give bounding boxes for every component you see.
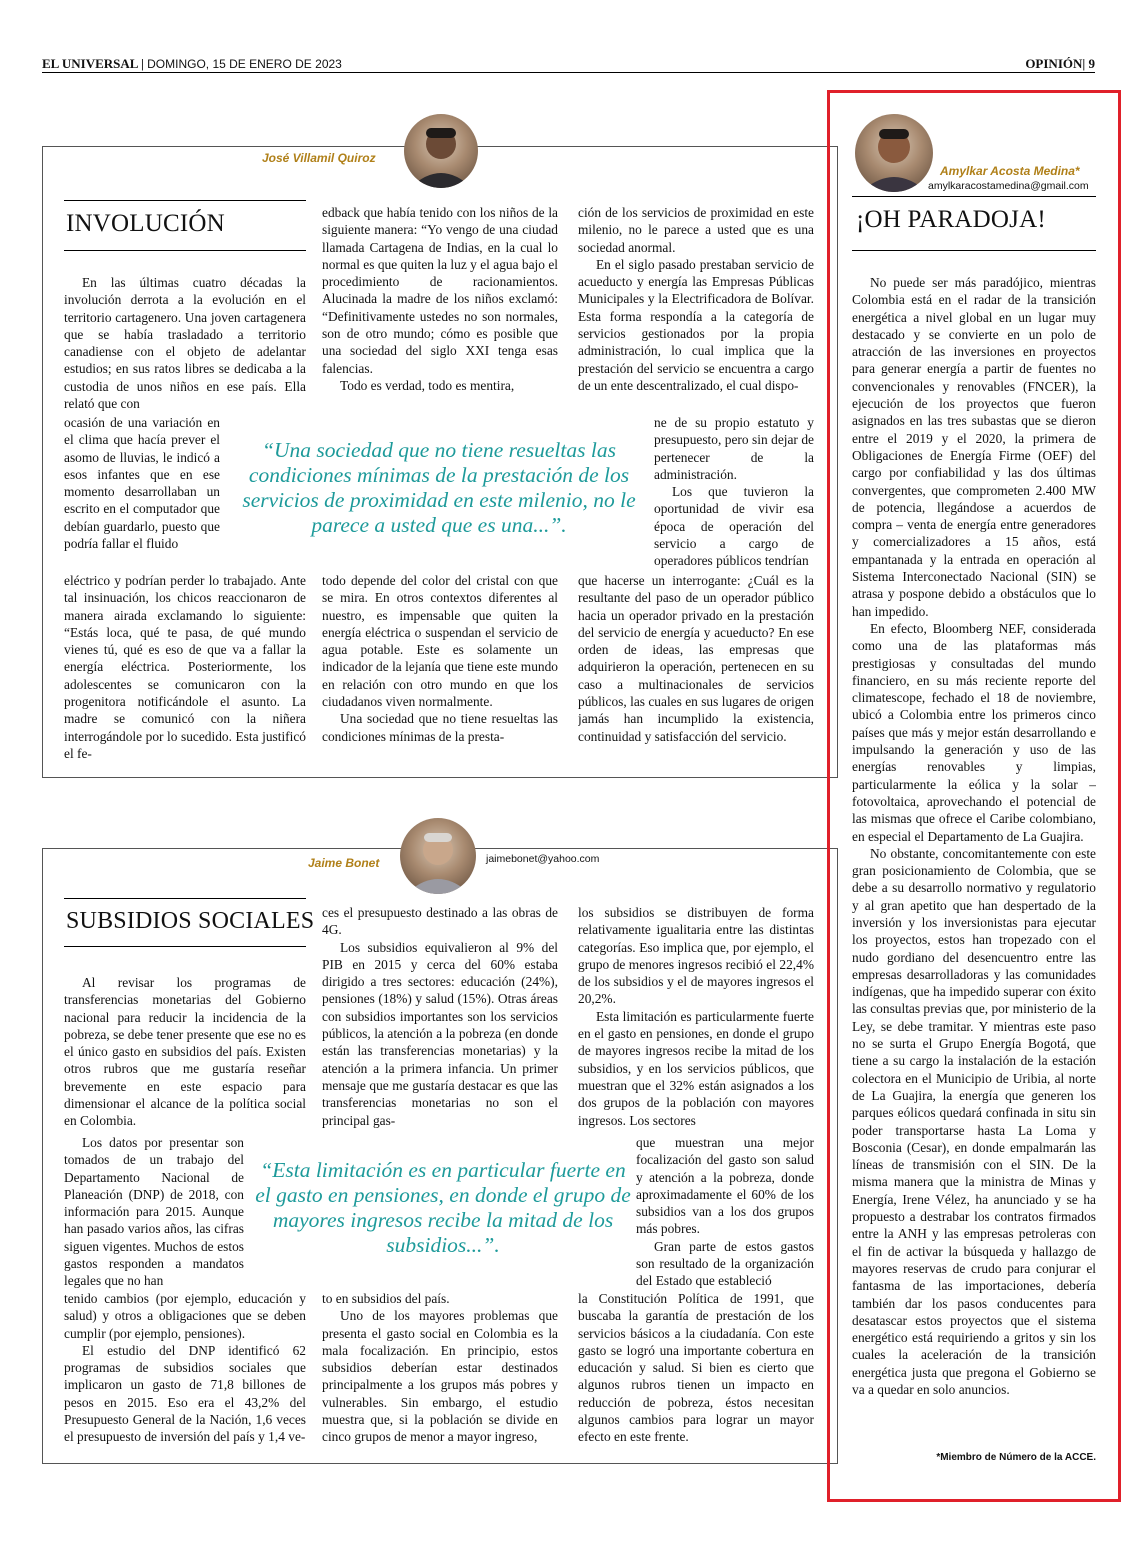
article-column — [578, 204, 814, 414]
article-column — [64, 572, 306, 768]
paragraph: que muestran una mejor focalización del gasto son salud y atención a la pobreza, donde aproximadamente el 60% de los subsidios van a los dos grupos más pobres. — [636, 1135, 814, 1237]
title-rule — [852, 196, 1096, 197]
page-number: 9 — [1088, 56, 1095, 71]
paragraph: En efecto, Bloomberg NEF, considerada como una de las plataformas más prestigiosas y consultadas del mundo financiero, en su más reciente reporte del climatescope, fechado el 18 de noviembre, ubicó a Colombia entre los primeros cinco países que más y mejor están desarrollando e impulsando la generación y uso de las energías renovables y limpias, particularmente la eólica y la solar – fotovoltaica, aprovechando el potencial de las mismas que ofrece el Caribe colombiano, en especial el Departamento de La Guajira. — [852, 620, 1096, 844]
paragraph: to en subsidios del país. — [322, 1291, 450, 1306]
author-photo-icon — [400, 818, 476, 894]
paragraph: todo depende del color del cristal con que se mira. En otros contextos diferentes al nuestro, es impensable que quiten la energía eléctrica o suspendan el servicio de agua potable. Este es solamente un indicador de la lejanía que tiene este mundo en relación con otro mundo en que los ciudadanos viven normalmente. — [322, 573, 558, 710]
article-column — [64, 1134, 244, 1290]
paragraph: Los datos por presentar son tomados de un trabajo del Departamento Nacional de Planeación (DNP) de 2018, con información para 2015. Aunque han pasado varios años, las cifras siguen vigentes. Muchos de estos gastos responden a mandatos legales que no han — [64, 1135, 244, 1289]
article-column — [64, 1290, 306, 1454]
title-rule — [852, 250, 1096, 251]
article-column — [64, 414, 220, 572]
paragraph: ción de los servicios de proximidad en este milenio, no le parece a usted que es una sociedad anormal. — [578, 205, 814, 255]
paragraph: ne de su propio estatuto y presupuesto, pero sin dejar de pertenecer de la administración. — [654, 415, 814, 482]
paragraph: El estudio del DNP identificó 62 programas de subsidios sociales que implicaron un gasto de 71,8 billones de pesos en 2015. Eso era el 43,2% del Presupuesto General de la Nación, 1,6 veces el presupuesto de inversión del país y 1,4 ve- — [64, 1342, 306, 1445]
page-header-left: EL UNIVERSAL | DOMINGO, 15 DE ENERO DE 2023 — [42, 56, 342, 71]
paragraph: eléctrico y podrían perder lo trabajado. Ante tal insinuación, los chicos reaccionaron de manera airada exclamando lo siguiente: “Estás loca, qué te pasa, de qué mundo vienes tú, qué es eso de que va a fallar la energía eléctrica. Posteriormente, los adolescentes se comunicaron con la progenitora notificándole el asunto. La madre se comunicó con la niñera interrogándole por lo sucedido. Esta justificó el fe- — [64, 573, 306, 761]
paragraph: Gran parte de estos gastos son resultado de la organización del Estado que estableció — [636, 1238, 814, 1289]
title-rule — [64, 250, 306, 251]
article-column — [322, 572, 558, 768]
pull-quote: “Esta limitación es en particular fuerte en el gasto en pensiones, en donde el grupo de mayores ingresos recibe la mitad de los subsidios...”. — [250, 1158, 636, 1268]
paragraph: No puede ser más paradójico, mientras Colombia está en el radar de la transición energética a nivel global en un lugar muy destacado y se convierte en un polo de atracción de las inversiones en proyectos para generar energía a partir de fuentes no convencionales y renovables (FNCER), la ejecución de los proyectos que fueron asignados en las tres subastas que se dieron entre el 2019 y el 2020, la primera de Obligaciones de Energía Firme (OEF) del cargo por confiabilidad y las dos últimas convergentes, que comprometen 2.400 MW de potencia, llegándose a acuerdos de compra – venta de energía entre generadores y comercializadores a 15 años, está empantanada y la entrada en operación al Sistema Interconectado Nacional (SIN) se atrasa y pospone debido a obstáculos que lo han impedido. — [852, 275, 1096, 619]
paragraph: En el siglo pasado prestaban servicio de acueducto y energía las Empresas Públicas Municipales y la Electrificadora de Bolívar. Esta forma respondía a la categoría de servicios gestionados por la propia administración, lo cual implica que la prestación del servicio se encuentra a cargo de un ente descentralizado, el cual dispo- — [578, 256, 814, 393]
newspaper-name: EL UNIVERSAL — [42, 56, 138, 71]
paragraph: la Constitución Política de 1991, que buscaba la garantía de prestación de los servicios básicos a la ciudadanía. Con este gasto se logró una importante cobertura en educación y salud. Si bien es cierto que algunos rubros tienen un impacto en reducción de pobreza, éstos necesitan algunos cambios para lograr un mayor efecto en este frente. — [578, 1291, 814, 1445]
paragraph: Esta limitación es particularmente fuerte en el gasto en pensiones, en donde el grupo de mayores ingresos recibe la mitad de los subsidios, y en los servicios públicos, que muestran que el 32% están asignados a los dos grupos de la población con mayores ingresos. Los sectores — [578, 1008, 814, 1128]
title-rule — [64, 898, 306, 899]
title-rule — [64, 200, 306, 201]
page-header-right: OPINIÓN| 9 — [1025, 56, 1095, 71]
issue-date: DOMINGO, 15 DE ENERO DE 2023 — [147, 57, 342, 71]
paragraph: los subsidios se distribuyen de forma relativamente igualitaria entre las distintas categorías. Eso implica que, por ejemplo, el grupo de menores ingresos recibió el 22,4% de los subsidios y el de mayores ingresos el 20,2%. — [578, 905, 814, 1007]
author-photo-icon — [855, 114, 933, 192]
section-name: OPINIÓN — [1025, 56, 1083, 71]
article-column — [322, 204, 558, 414]
author-name: José Villamil Quiroz — [262, 151, 376, 165]
paragraph: Los que tuvieron la oportunidad de vivir esa época de operación del servicio a cargo de operadores públicos tendrían — [654, 484, 814, 569]
article-column — [64, 274, 306, 414]
article-column — [322, 1290, 558, 1454]
article-column — [654, 414, 814, 572]
author-photo-icon — [404, 114, 478, 188]
paragraph: ocasión de una variación en el clima que hacía prever el asomo de lluvias, le indicó a esos infantes que en ese momento desarrollaban un escrito en el computador que debían guardarlo, puesto que podría fallar el fluido — [64, 415, 220, 552]
paragraph: Al revisar los programas de transferencias monetarias del Gobierno nacional para reducir la incidencia de la pobreza, se debe tener presente que ese no es el único gasto en subsidios del país. Existen otros rubros que me gustaría reseñar brevemente en este espacio para dimensionar el alcance de la política social en Colombia. — [64, 975, 306, 1129]
paragraph: tenido cambios (por ejemplo, educación y salud) y otros a obligaciones que se deben cumplir (por ejemplo, pensiones). — [64, 1291, 306, 1341]
paragraph: Uno de los mayores problemas que presenta el gasto social en Colombia es la mala focalización. En principio, estos subsidios deberían estar destinados principalmente a los grupos más pobres y vulnerables. Sin embargo, el estudio muestra que, si la población se divide en cinco grupos de menor a mayor ingreso, — [322, 1308, 558, 1445]
author-name: Amylkar Acosta Medina* — [940, 164, 1080, 178]
article-title: ¡OH PARADOJA! — [856, 206, 1046, 233]
author-footnote: *Miembro de Número de la ACCE. — [936, 1452, 1096, 1463]
author-email: amylkaracostamedina@gmail.com — [928, 180, 1089, 192]
author-email: jaimebonet@yahoo.com — [486, 853, 600, 865]
author-name: Jaime Bonet — [308, 856, 380, 870]
title-rule — [64, 946, 306, 947]
paragraph: ces el presupuesto destinado a las obras de 4G. — [322, 905, 558, 938]
pull-quote: “Una sociedad que no tiene resueltas las condiciones mínimas de la prestación de los servicios de proximidad en este milenio, no le parece a usted que es una...”. — [232, 438, 646, 550]
paragraph: edback que había tenido con los niños de la siguiente manera: “Yo vengo de una ciudad llamada Cartagena de Indias, en la cual lo normal es que quiten la luz y el agua bajo el procedimiento de racionamientos. Alucinada la madre de los niños exclamó: “Definitivamente ustedes no son normales, son de otro mundo; cómo es posible que una sociedad del siglo XXI tenga esas falencias. — [322, 205, 558, 376]
paragraph: En las últimas cuatro décadas la involución derrota a la evolución en el territorio cartagenero. Una joven cartagenera que se había trasladado a territorio canadiense con el objeto de adelantar estudios; en sus ratos libres se dedicaba a la custodia de unos niños en ese país. Ella relató que con — [64, 275, 306, 412]
article-column — [64, 974, 306, 1132]
article-column — [578, 904, 814, 1132]
paragraph: Una sociedad que no tiene resueltas las condiciones mínimas de la presta- — [322, 711, 558, 744]
paragraph: No obstante, concomitantemente con este gran posicionamiento de Colombia, que se debe a su desarrollo normativo y regulatorio y al gran apetito que han despertado de la inversión y los inversionistas para ejecutar los proyectos, estos han tropezado con el nudo gordiano del desencuentro entre las empresas desarrolladoras y las comunidades indígenas, que ha impedido superar con éxito las consultas previas que, por ministerio de la Ley, se debe tramitar. Y mientras este paso no se surta el Grupo Energía Bogotá, que tiene a su cargo la instalación de la estación colectora en el Municipio de Uribia, al norte de La Guajira, la energía que generen los parques eólicos quedará confinada in situ sin poder transportarse hasta La Loma y Bosconia (Cesar), en donde empalmarán las líneas de transmisión con el SIN. De la misma manera que la ministra de Minas y Energía, Irene Vélez, ha anunciado y se ha propuesto a destrabar los contratos firmados entre la ANH y las empresas petroleras con el fin de activar la búsqueda y hallazgo de mayores reservas de crudo para conjurar el fantasma de las importaciones, debería también dar los pasos conducentes para desatascar estos proyectos que el sistema energético está requiriendo a gritos y sin los cuales la aceleración de la transición energética justa que pregona el Gobierno se va a quedar en solo anuncios. — [852, 845, 1096, 1397]
paragraph: Los subsidios equivalieron al 9% del PIB en 2015 y cerca del 60% estaba dirigido a tres sectores: educación (24%), pensiones (18%) y salud (15%). Otras áreas con subsidios importantes son los servicios públicos, la atención a la pobreza (en donde están las transferencias monetarias) y la atención a la primera infancia. Un primer mensaje que me gustaría destacar es que las transferencias monetarias no son el principal gas- — [322, 939, 558, 1128]
paragraph: que hacerse un interrogante: ¿Cuál es la resultante del paso de un operador público hacia un operador privado en la prestación del servicio de energía y acueducto? En ese orden de ideas, las empresas que adquirieron la operación, pertenecen en su caso a multinacionales de servicios públicos, las cuales en sus lugares de origen jamás han incumplido la existencia, continuidad y satisfacción del servicio. — [578, 573, 814, 744]
article-column — [578, 1290, 814, 1454]
article-column — [578, 572, 814, 768]
paragraph: Todo es verdad, todo es mentira, — [340, 377, 515, 393]
article-column — [636, 1134, 814, 1290]
article-title: INVOLUCIÓN — [66, 210, 225, 237]
header-rule — [42, 72, 1095, 73]
article-title: SUBSIDIOS SOCIALES — [66, 908, 315, 934]
article-column — [852, 274, 1096, 1448]
article-column — [322, 904, 558, 1134]
